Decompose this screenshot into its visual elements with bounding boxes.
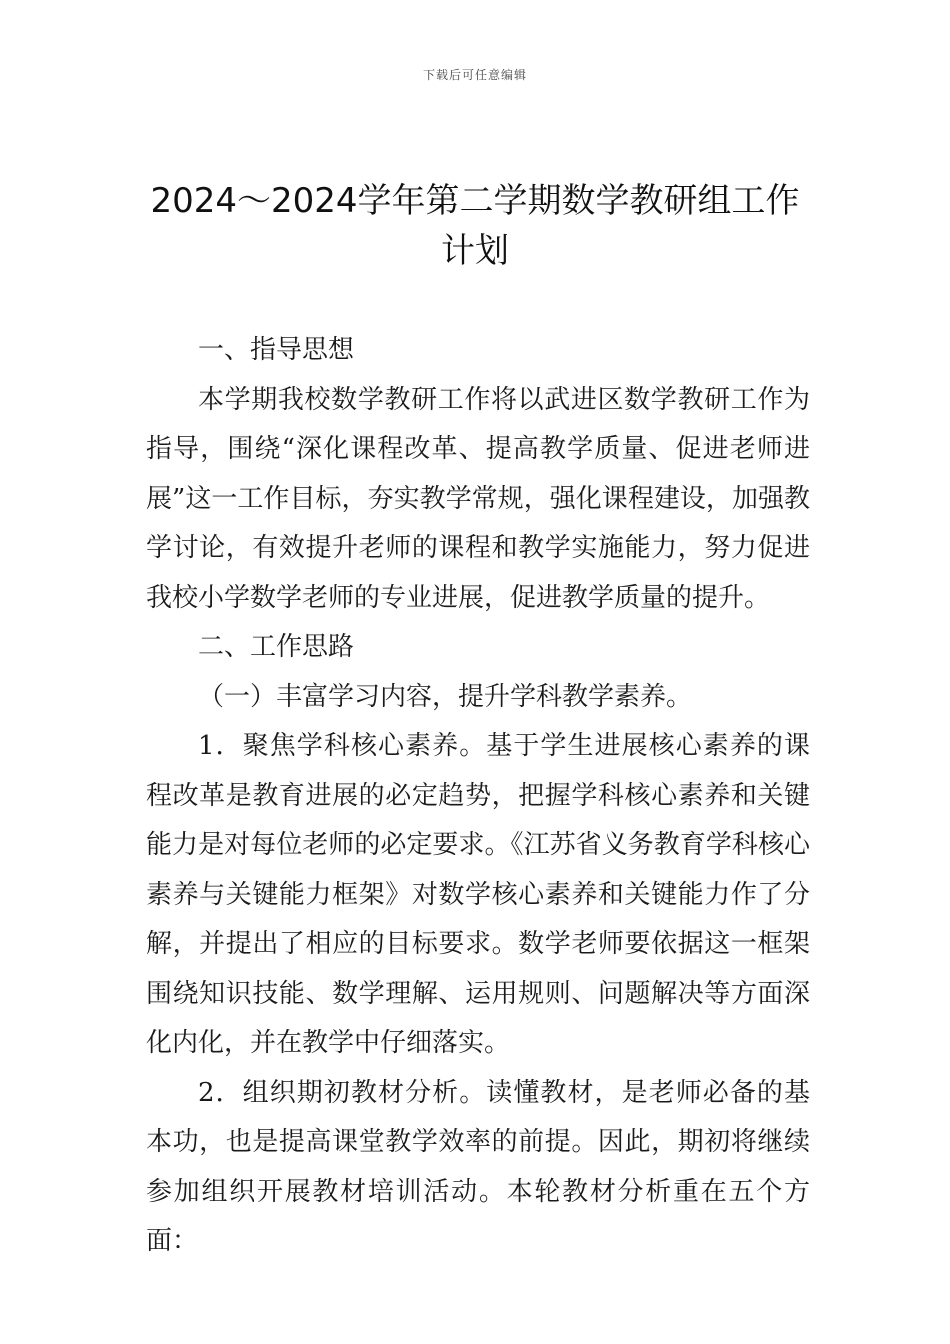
section-heading-guiding-ideology: 一、指导思想	[198, 335, 355, 365]
title-line-1: 2024～2024学年第二学期数学教研组工作	[150, 181, 800, 221]
document-body	[146, 326, 810, 1267]
paragraph-item-2: 2．组织期初教材分析。读懂教材，是老师必备的基本功，也是提高课堂教学效率的前提。因此，期初将继续参加组织开展教材培训活动。本轮教材分析重在五个方面：	[146, 1077, 810, 1256]
paragraph-guiding-ideology: 本学期我校数学教研工作将以武进区数学教研工作为指导，围绕“深化课程改革、提高教学质量、促进老师进展”这一工作目标，夯实教学常规，强化课程建设，加强教学讨论，有效提升老师的课程和教学实施能力，努力促进我校小学数学老师的专业进展，促进教学质量的提升。	[146, 384, 810, 613]
document-title	[140, 176, 810, 276]
paragraph-item-1: 1．聚焦学科核心素养。基于学生进展核心素养的课程改革是教育进展的必定趋势，把握学科核心素养和关键能力是对每位老师的必定要求。《江苏省义务教育学科核心素养与关键能力框架》对数学核心素养和关键能力作了分解，并提出了相应的目标要求。数学老师要依据这一框架围绕知识技能、数学理解、运用规则、问题解决等方面深化内化，并在教学中仔细落实。	[146, 731, 810, 1058]
header-note: 下载后可任意编辑	[422, 68, 527, 82]
subsection-heading-1: （一）丰富学习内容，提升学科教学素养。	[198, 681, 693, 712]
title-line-2: 计划	[441, 231, 509, 271]
section-heading-work-approach: 二、工作思路	[198, 632, 355, 662]
